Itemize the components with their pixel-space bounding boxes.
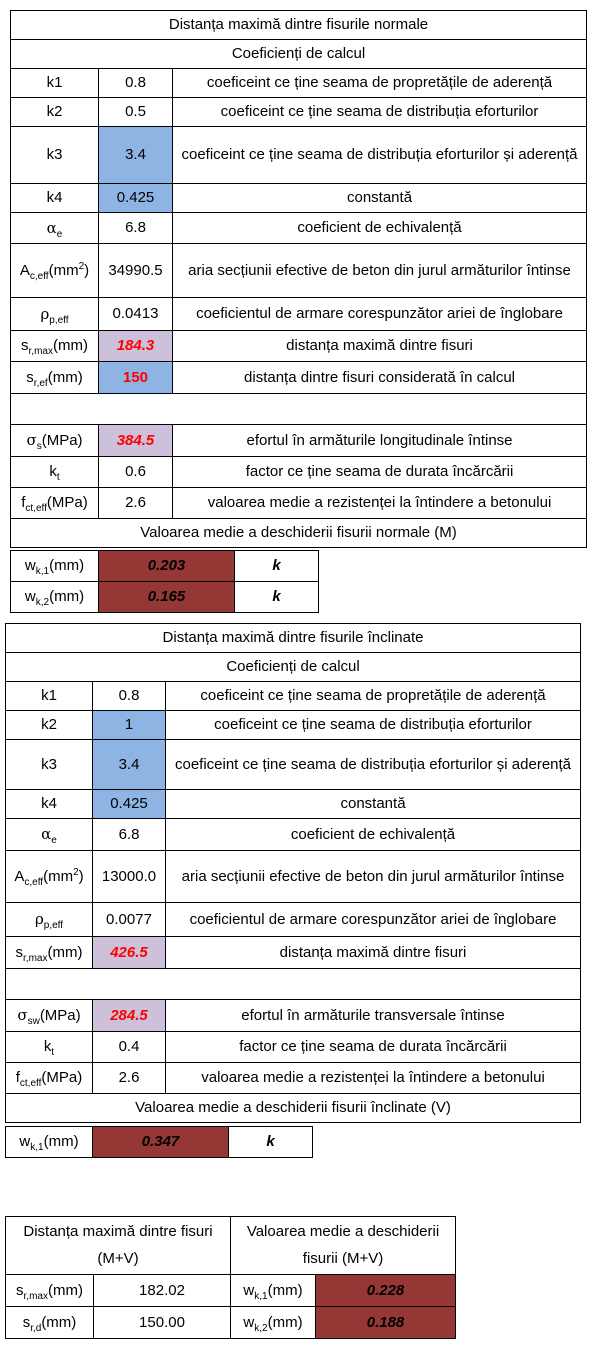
description-cell: coeficeint ce ține seama de distribuția eforturilor xyxy=(173,98,587,127)
symbol-cell: $A_{c,eff}(mm^2)$ xyxy=(11,244,99,298)
table-row xyxy=(11,244,587,298)
spacer-row xyxy=(11,394,587,425)
summary-header-right: Valoarea medie a deschiderii fisurii (M+V) xyxy=(231,1217,456,1275)
symbol-cell: $s_{r,max}(mm)$ xyxy=(6,1275,94,1307)
description-cell: valoarea medie a rezistenței la întindere a betonului xyxy=(166,1063,581,1094)
table-row xyxy=(11,582,319,613)
table-row xyxy=(11,425,587,457)
table-row xyxy=(11,488,587,519)
symbol-cell: $w_{k,2}(mm)$ xyxy=(11,582,99,613)
value-cell: 0.0077 xyxy=(93,903,166,937)
symbol-cell: $w_{k,1}(mm)$ xyxy=(231,1275,316,1307)
symbol-cell: $k_t$ xyxy=(6,1032,93,1063)
value-cell: 0.6 xyxy=(99,457,173,488)
table-row xyxy=(6,1275,456,1307)
value-cell: 426.5 xyxy=(93,937,166,969)
description-cell: factor ce ține seama de durata încărcării xyxy=(166,1032,581,1063)
table-row xyxy=(11,69,587,98)
result-title: Valoarea medie a deschiderii fisurii înclinate (V) xyxy=(6,1094,581,1123)
symbol-cell: k3 xyxy=(6,740,93,790)
value-cell: 150.00 xyxy=(94,1307,231,1339)
normal-cracks-table xyxy=(10,10,587,548)
table-row xyxy=(6,1063,581,1094)
description-cell: valoarea medie a rezistenței la întindere a betonului xyxy=(173,488,587,519)
inclined-results-table xyxy=(5,1126,313,1158)
description-cell: efortul în armăturile longitudinale întinse xyxy=(173,425,587,457)
description-cell: constantă xyxy=(166,790,581,819)
value-cell: 150 xyxy=(99,362,173,394)
description-cell: coeficeint ce ține seama de propretățile de aderență xyxy=(173,69,587,98)
description-cell: distanța dintre fisuri considerată în calcul xyxy=(173,362,587,394)
result-value: 0.347 xyxy=(93,1127,229,1158)
value-cell: 284.5 xyxy=(93,1000,166,1032)
symbol-cell: $\rho_{p,eff}$ xyxy=(11,298,99,331)
table-row xyxy=(6,819,581,851)
description-cell: factor ce ține seama de durata încărcării xyxy=(173,457,587,488)
value-cell: 34990.5 xyxy=(99,244,173,298)
result-value: 0.228 xyxy=(316,1275,456,1307)
symbol-cell: k2 xyxy=(11,98,99,127)
symbol-cell: $s_{r,ef}(mm)$ xyxy=(11,362,99,394)
table-row xyxy=(6,682,581,711)
symbol-cell: $\alpha_e$ xyxy=(6,819,93,851)
table-row xyxy=(11,213,587,244)
description-cell: coeficientul de armare corespunzător ariei de înglobare xyxy=(166,903,581,937)
symbol-cell: $w_{k,1}(mm)$ xyxy=(6,1127,93,1158)
symbol-cell: $f_{ct,eff}(MPa)$ xyxy=(11,488,99,519)
symbol-cell: $w_{k,1}(mm)$ xyxy=(11,551,99,582)
description-cell: coeficientul de armare corespunzător ariei de înglobare xyxy=(173,298,587,331)
symbol-cell: $w_{k,2}(mm)$ xyxy=(231,1307,316,1339)
value-cell: 3.4 xyxy=(99,127,173,184)
normal-results-table xyxy=(10,550,319,613)
value-cell: 1 xyxy=(93,711,166,740)
description-cell: coeficient de echivalență xyxy=(173,213,587,244)
value-cell: 2.6 xyxy=(93,1063,166,1094)
inclined-cracks-table xyxy=(5,623,581,1123)
table-row xyxy=(11,298,587,331)
symbol-cell: $\sigma_{sw}(MPa)$ xyxy=(6,1000,93,1032)
value-cell: 0.4 xyxy=(93,1032,166,1063)
result-value: 0.203 xyxy=(99,551,235,582)
unit-cell: k xyxy=(235,582,319,613)
description-cell: efortul în armăturile transversale întinse xyxy=(166,1000,581,1032)
table-row xyxy=(6,937,581,969)
table-title: Distanța maximă dintre fisurile înclinate xyxy=(6,624,581,653)
table-row xyxy=(6,1000,581,1032)
symbol-cell: k1 xyxy=(11,69,99,98)
combined-summary-table xyxy=(5,1216,456,1339)
symbol-cell: k4 xyxy=(11,184,99,213)
table-subtitle: Coeficienți de calcul xyxy=(11,40,587,69)
table-row xyxy=(11,457,587,488)
description-cell: coeficeint ce ține seama de distribuția eforturilor xyxy=(166,711,581,740)
symbol-cell: k2 xyxy=(6,711,93,740)
value-cell: 0.5 xyxy=(99,98,173,127)
table-row xyxy=(11,127,587,184)
table-row xyxy=(6,790,581,819)
result-title: Valoarea medie a deschiderii fisurii normale (M) xyxy=(11,519,587,548)
description-cell: coeficeint ce ține seama de distribuția eforturilor și aderență xyxy=(173,127,587,184)
value-cell: 182.02 xyxy=(94,1275,231,1307)
value-cell: 0.8 xyxy=(99,69,173,98)
symbol-cell: k4 xyxy=(6,790,93,819)
result-value: 0.165 xyxy=(99,582,235,613)
description-cell: distanța maximă dintre fisuri xyxy=(173,331,587,362)
table-row xyxy=(6,740,581,790)
table-row xyxy=(11,551,319,582)
table-row xyxy=(6,903,581,937)
table-row xyxy=(6,1032,581,1063)
result-value: 0.188 xyxy=(316,1307,456,1339)
symbol-cell: $s_{r,max}(mm)$ xyxy=(11,331,99,362)
symbol-cell: $f_{ct,eff}(MPa)$ xyxy=(6,1063,93,1094)
value-cell: 3.4 xyxy=(93,740,166,790)
unit-cell: k xyxy=(235,551,319,582)
table-row xyxy=(11,98,587,127)
description-cell: coeficient de echivalență xyxy=(166,819,581,851)
unit-cell: k xyxy=(229,1127,313,1158)
value-cell: 0.425 xyxy=(99,184,173,213)
symbol-cell: k1 xyxy=(6,682,93,711)
table-row xyxy=(11,331,587,362)
description-cell: constantă xyxy=(173,184,587,213)
description-cell: coeficeint ce ține seama de distribuția eforturilor și aderență xyxy=(166,740,581,790)
value-cell: 6.8 xyxy=(93,819,166,851)
value-cell: 0.0413 xyxy=(99,298,173,331)
symbol-cell: $k_t$ xyxy=(11,457,99,488)
table-row xyxy=(11,362,587,394)
symbol-cell: $\alpha_e$ xyxy=(11,213,99,244)
description-cell: aria secțiunii efective de beton din jurul armăturilor întinse xyxy=(173,244,587,298)
value-cell: 184.3 xyxy=(99,331,173,362)
value-cell: 384.5 xyxy=(99,425,173,457)
table-row xyxy=(6,711,581,740)
value-cell: 0.425 xyxy=(93,790,166,819)
value-cell: 13000.0 xyxy=(93,851,166,903)
value-cell: 2.6 xyxy=(99,488,173,519)
table-title: Distanța maximă dintre fisurile normale xyxy=(11,11,587,40)
description-cell: aria secțiunii efective de beton din jurul armăturilor întinse xyxy=(166,851,581,903)
symbol-cell: k3 xyxy=(11,127,99,184)
table-subtitle: Coeficienți de calcul xyxy=(6,653,581,682)
spacer-row xyxy=(6,969,581,1000)
table-row xyxy=(6,1127,313,1158)
table-row xyxy=(6,851,581,903)
table-row xyxy=(6,1307,456,1339)
value-cell: 6.8 xyxy=(99,213,173,244)
symbol-cell: $\rho_{p,eff}$ xyxy=(6,903,93,937)
symbol-cell: $s_{r,d}(mm)$ xyxy=(6,1307,94,1339)
table-row xyxy=(11,184,587,213)
description-cell: distanța maximă dintre fisuri xyxy=(166,937,581,969)
symbol-cell: $s_{r,max}(mm)$ xyxy=(6,937,93,969)
description-cell: coeficeint ce ține seama de propretățile de aderență xyxy=(166,682,581,711)
value-cell: 0.8 xyxy=(93,682,166,711)
symbol-cell: $\sigma_s(MPa)$ xyxy=(11,425,99,457)
summary-header-left: Distanța maximă dintre fisuri (M+V) xyxy=(6,1217,231,1275)
symbol-cell: $A_{c,eff}(mm^2)$ xyxy=(6,851,93,903)
